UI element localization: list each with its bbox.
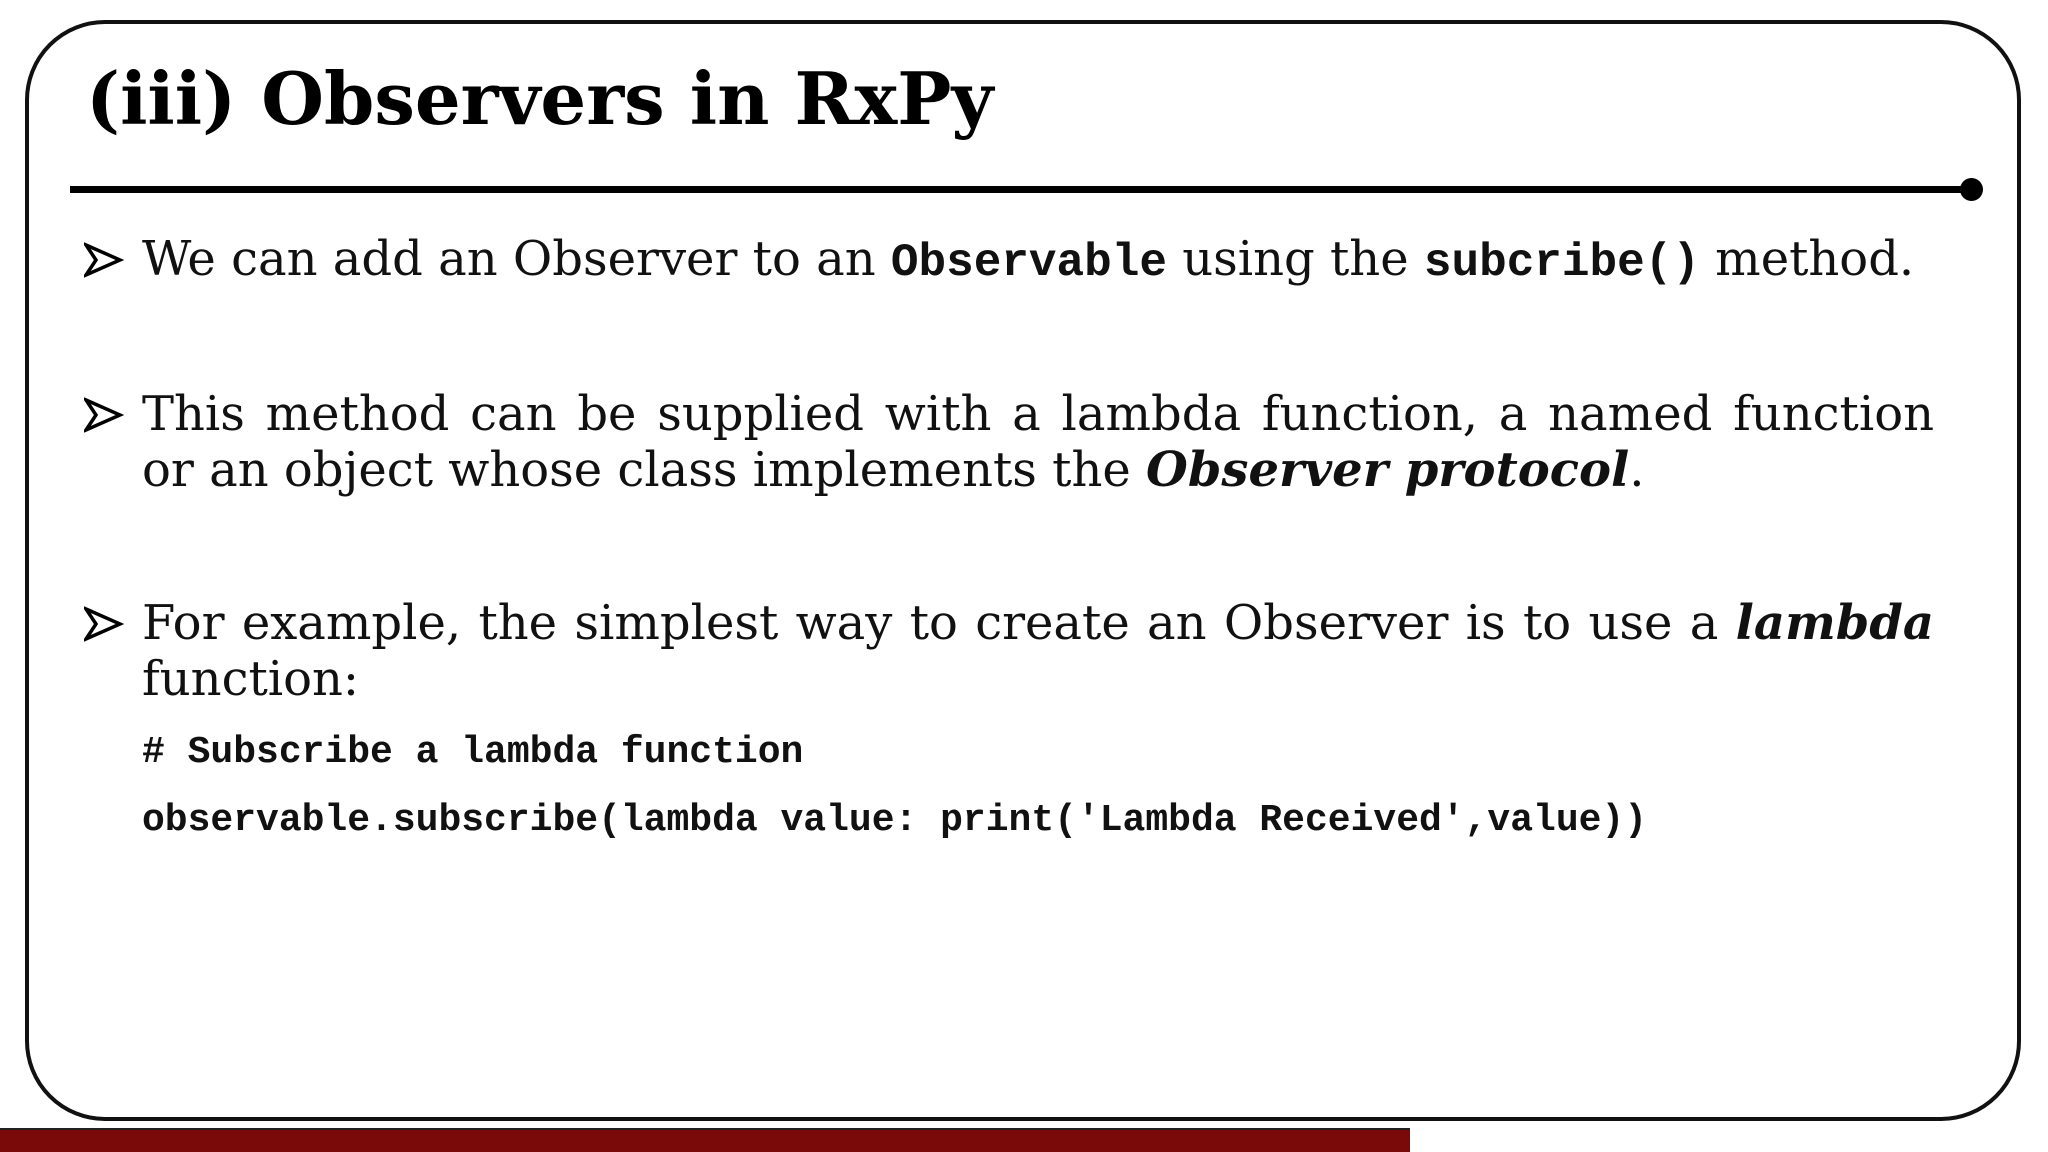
bullet-3-seg-3: function: bbox=[142, 651, 360, 707]
bullet-1-seg-5: method. bbox=[1699, 231, 1915, 287]
bullet-1-text bbox=[142, 231, 1934, 291]
bullet-2-seg-3: . bbox=[1629, 442, 1645, 498]
bullet-3 bbox=[84, 595, 1934, 707]
code-subscribe-line: observable.subscribe(lambda value: print('Lambda Received',value)) bbox=[142, 799, 1648, 842]
code-observable: Observable bbox=[890, 237, 1167, 289]
lambda-emphasis: lambda bbox=[1735, 595, 1934, 651]
bullet-1 bbox=[84, 231, 1934, 291]
arrowhead-bullet-icon bbox=[84, 392, 124, 438]
title-rule-end-dot bbox=[1960, 178, 1983, 201]
bullet-2-text bbox=[142, 386, 1934, 498]
footer-bar bbox=[0, 1128, 1410, 1152]
arrowhead-bullet-icon bbox=[84, 601, 124, 647]
bullet-1-seg-1: We can add an Observer to an bbox=[142, 231, 891, 287]
observer-protocol-emphasis: Observer protocol bbox=[1146, 442, 1630, 498]
code-subcribe: subcribe() bbox=[1423, 237, 1700, 289]
code-comment-line: # Subscribe a lambda function bbox=[142, 731, 804, 774]
title-rule bbox=[70, 186, 1970, 193]
bullet-2 bbox=[84, 386, 1934, 498]
bullet-3-seg-1: For example, the simplest way to create an Observer is to use a bbox=[142, 595, 1736, 651]
bullet-3-text bbox=[142, 595, 1934, 707]
arrowhead-bullet-icon bbox=[84, 237, 124, 283]
slide-title: (iii) Observers in RxPy bbox=[86, 56, 994, 141]
bullet-1-seg-3: using the bbox=[1166, 231, 1424, 287]
bullet-2-seg-1: This method can be supplied with a lambda function, a named function or an object whose class implements the bbox=[142, 386, 1934, 498]
